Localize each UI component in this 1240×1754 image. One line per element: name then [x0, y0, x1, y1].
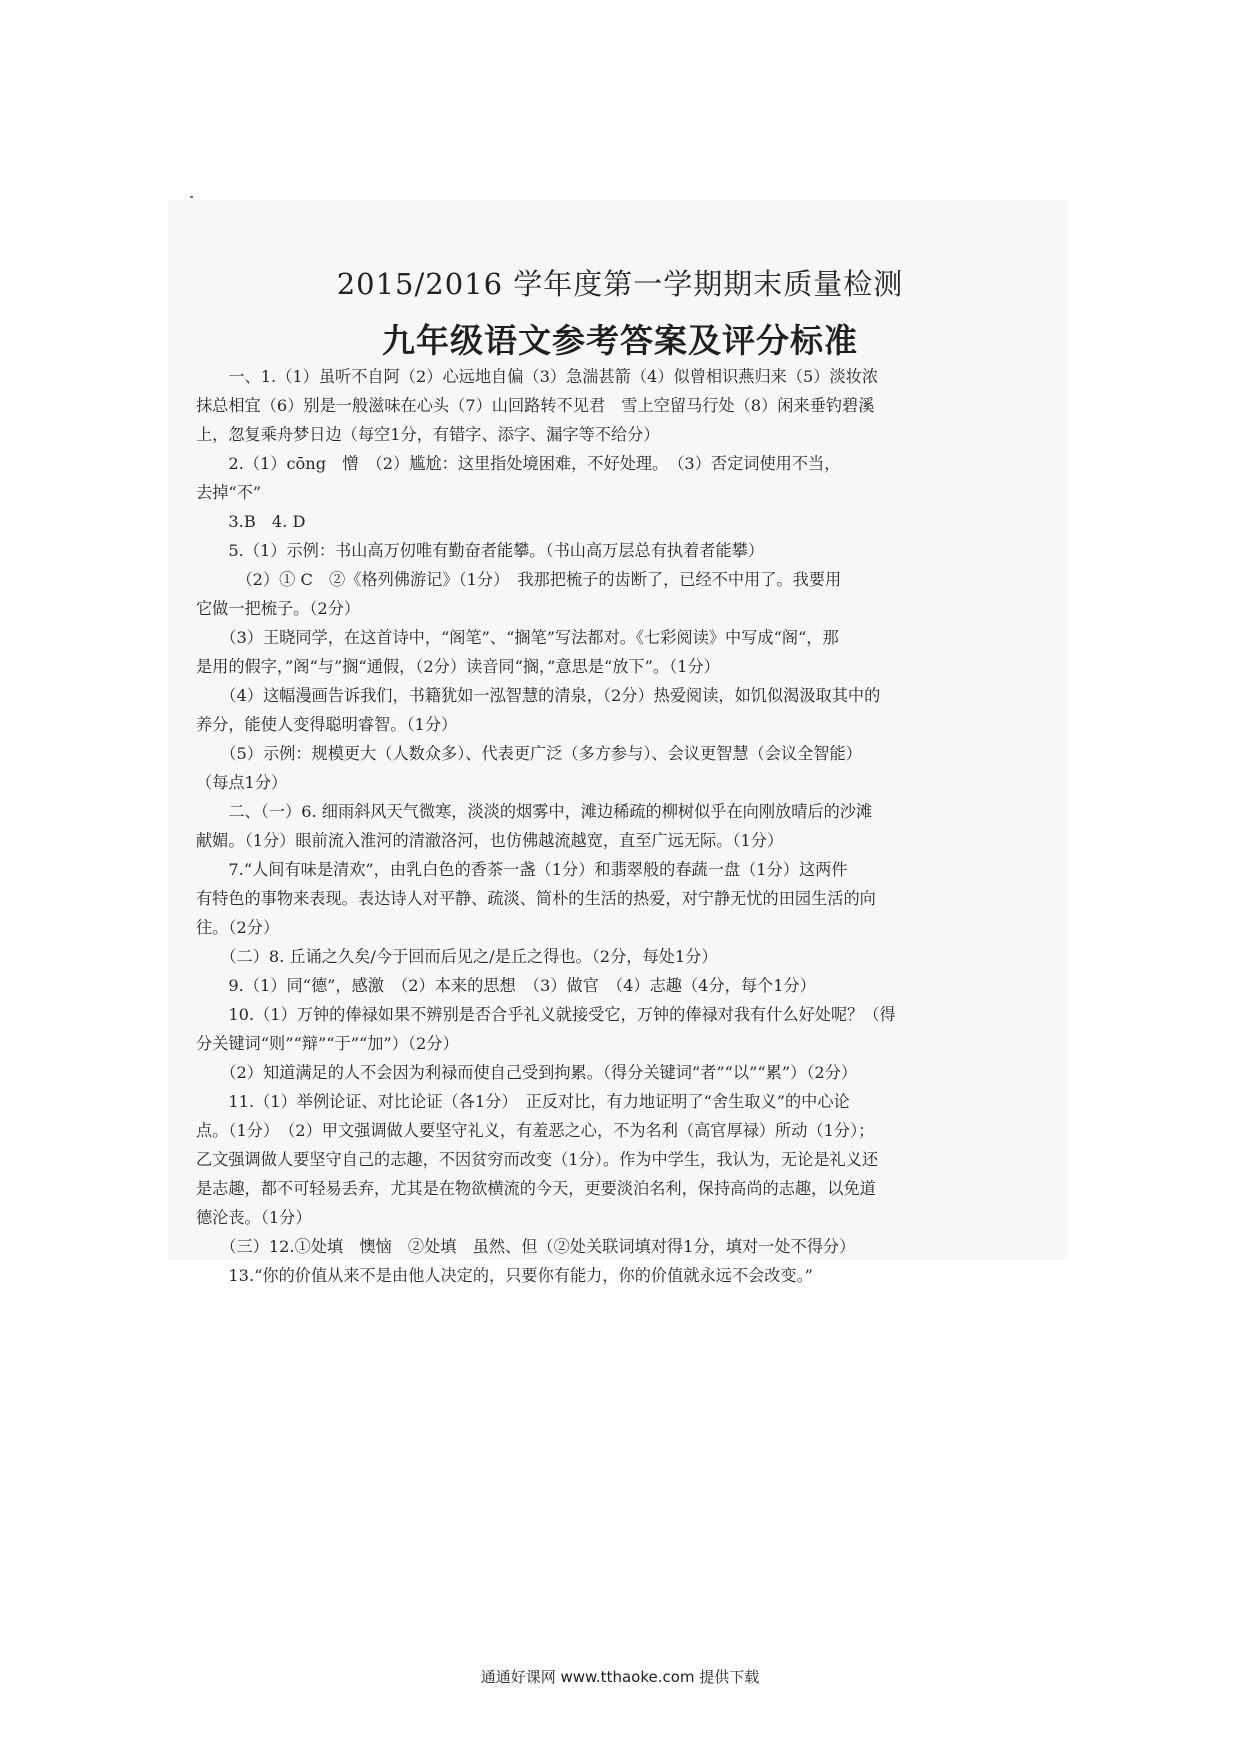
text-line: 2.（1）cōng 憎 （2）尴尬：这里指处境困难，不好处理。 （3）否定词使用不当，	[196, 454, 841, 473]
text-line: 10.（1）万钟的俸禄如果不辨别是否合乎礼义就接受它，万钟的俸禄对我有什么好处呢？（得	[196, 1005, 896, 1024]
text-line: 7.“人间有味是清欢”，由乳白色的香茶一盏（1分）和翡翠般的春蔬一盘（1分）这两件	[196, 860, 848, 879]
text-line: 13.“你的价值从来不是由他人决定的，只要你有能力，你的价值就永远不会改变。”	[196, 1266, 813, 1285]
text-line: 11.（1）举例论证、对比论证（各1分） 正反对比，有力地证明了“舍生取义”的中心论	[196, 1092, 850, 1111]
answer-key-body	[196, 362, 1054, 1290]
text-line: （2）① C ②《格列佛游记》（1分） 我那把梳子的齿断了，已经不中用了。我要用	[196, 570, 842, 589]
text-line: 上，忽复乘舟梦日边（每空1分，有错字、添字、漏字等不给分）	[196, 425, 660, 444]
text-line: 抹总相宜（6）别是一般滋味在心头（7）山回路转不见君 雪上空留马行处（8）闲来垂钓碧溪	[196, 396, 875, 415]
scan-speck	[190, 196, 193, 198]
text-line: 往。（2分）	[196, 918, 280, 937]
text-line: 有特色的事物来表现。表达诗人对平静、疏淡、简朴的生活的热爱，对宁静无忧的田园生活的向	[196, 889, 876, 908]
text-line: 是志趣，都不可轻易丢弃，尤其是在物欲横流的今天，更要淡泊名利，保持高尚的志趣，以免道	[196, 1179, 876, 1198]
text-line: （4）这幅漫画告诉我们，书籍犹如一泓智慧的清泉，（2分）热爱阅读，如饥似渴汲取其中的	[196, 686, 881, 705]
text-line: （每点1分）	[196, 773, 288, 792]
document-subtitle: 九年级语文参考答案及评分标准	[382, 321, 858, 360]
text-line: 3.B 4. D	[196, 512, 306, 531]
text-line: 献媚。（1分）眼前流入淮河的清澈洛河，也仿佛越流越宽，直至广远无际。（1分）	[196, 831, 784, 850]
text-line: （5）示例：规模更大（人数众多）、代表更广泛（多方参与）、会议更智慧（会议全智能）	[196, 744, 862, 763]
text-line: 9.（1）同“德”，感激 （2）本来的思想 （3）做官 （4）志趣（4分，每个1分）	[196, 976, 816, 995]
text-line: 5.（1）示例：书山高万仞唯有勤奋者能攀。（书山高万层总有执着者能攀）	[196, 541, 765, 560]
text-line: （三）12.①处填 懊恼 ②处填 虽然、但（②处关联词填对得1分，填对一处不得分）	[196, 1237, 856, 1256]
text-line: 分关键词“则”“辩”“于”“加”）（2分）	[196, 1034, 459, 1053]
download-footer: 通通好课网 www.tthaoke.com 提供下载	[480, 1668, 760, 1686]
text-line: 是用的假字，”阁“与”搁“通假，（2分）读音同“搁，”意思是“放下”。（1分）	[196, 657, 720, 676]
text-line: 它做一把梳子。（2分）	[196, 599, 361, 618]
text-line: （二）8. 丘诵之久矣/今于回而后见之/是丘之得也。（2分，每处1分）	[196, 947, 718, 966]
document-title: 2015/2016 学年度第一学期期末质量检测	[336, 267, 904, 301]
text-line: 去掉“不”	[196, 483, 262, 502]
text-line: 二、（一）6. 细雨斜风天气微寒，淡淡的烟雾中，滩边稀疏的柳树似乎在向刚放晴后的沙滩	[196, 802, 873, 821]
text-line: 德沦丧。（1分）	[196, 1208, 312, 1227]
text-line: 乙文强调做人要坚守自己的志趣，不因贫穷而改变（1分）。作为中学生，我认为，无论是礼义还	[196, 1150, 879, 1169]
text-line: （2）知道满足的人不会因为利禄而使自己受到拘累。（得分关键词“者”“以”“累”）（2分）	[196, 1063, 858, 1082]
text-line: 养分，能使人变得聪明睿智。（1分）	[196, 715, 458, 734]
text-line: （3）王晓同学，在这首诗中，“阁笔”、“搁笔”写法都对。《七彩阅读》中写成“阁“，那	[196, 628, 839, 647]
text-line: 一、1.（1）虽听不自阿（2）心远地自偏（3）急湍甚箭（4）似曾相识燕归来（5）淡妆浓	[196, 367, 879, 386]
text-line: 点。（1分） （2）甲文强调做人要坚守礼义，有羞恶之心，不为名利（高官厚禄）所动（1分）；	[196, 1121, 875, 1140]
